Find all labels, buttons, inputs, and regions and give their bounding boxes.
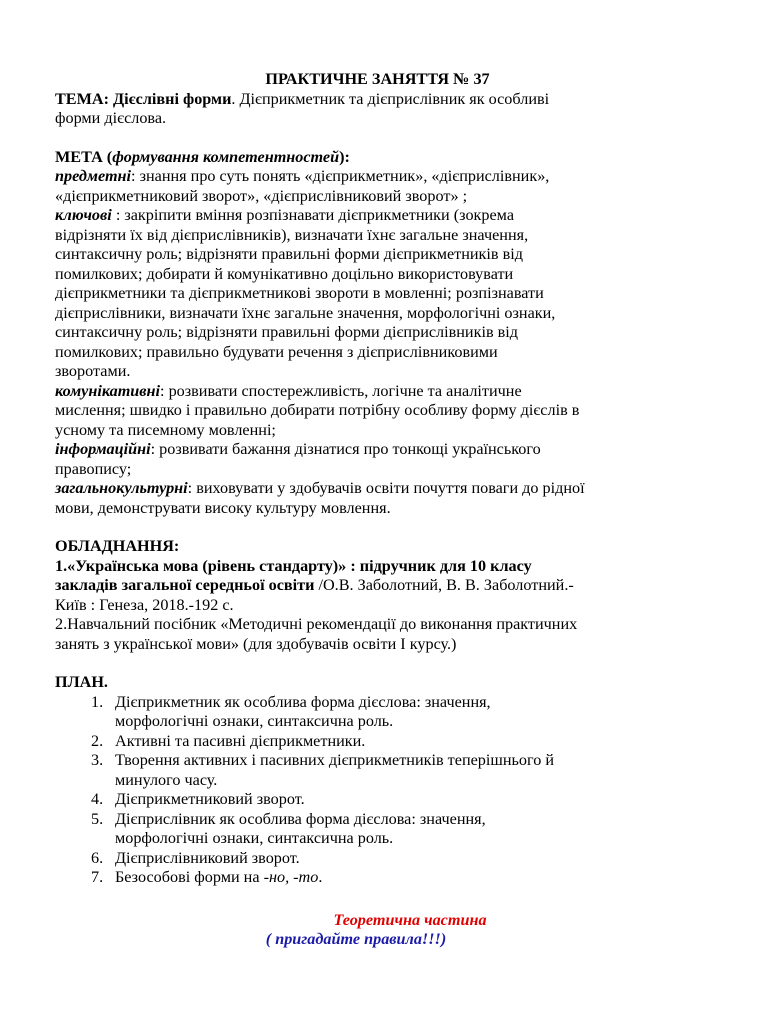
comm-label: комунікативні [55, 381, 161, 400]
goal-heading-b: формування компетентностей [112, 147, 340, 166]
info-label: інформаційні [55, 440, 151, 458]
goal-comm-1 [55, 382, 715, 402]
goal-comm-2: мислення; швидко і правильно добирати потрібну особливу форму дієслів в [55, 401, 580, 419]
plan-item-5 [55, 810, 715, 849]
plan-item-1 [55, 693, 715, 732]
plan-item-7-line-1: Безособові форми на [115, 868, 264, 886]
plan-item-4 [55, 790, 715, 810]
goal-comm-3: усному та писемному мовленні; [55, 420, 276, 439]
goal-subject-1 [55, 167, 715, 187]
goal-culture-1 [55, 479, 715, 499]
theory-block [55, 911, 715, 950]
goal-culture-2: мови, демонструвати високу культуру мовлення. [55, 498, 391, 517]
goal-key-6: дієприслівники, визначати їхнє загальне значення, морфологічні ознаки, [55, 303, 556, 322]
culture-label: загальнокультурні [55, 479, 188, 497]
plan-item-5-line-2: морфологічні ознаки, синтаксична роль. [115, 829, 394, 847]
comm-line-1: : розвивати спостережливість, логічне та аналітичне [160, 381, 522, 400]
plan-item-number: 4. [91, 790, 104, 808]
goal-key-4: помилкових; добирати й комунікативно доцільно використовувати [55, 264, 514, 283]
topic-line-2: форми дієслова. [55, 109, 167, 127]
topic-bold: Дієслівні форми [113, 89, 232, 108]
goal-key-1 [55, 206, 715, 226]
subject-label: предметні [55, 167, 132, 185]
goal-key-9: зворотами. [55, 362, 131, 380]
plan-item-3-line-2: минулого часу. [115, 770, 218, 789]
plan-item-2-line-1: Активні та пасивні дієприкметники. [115, 731, 366, 750]
equipment-item1-bold: закладів загальної середньої освіти [55, 576, 315, 594]
plan-item-number: 3. [91, 751, 104, 769]
equipment-item2-line1: 2.Навчальний посібник «Методичні рекомендації до виконання практичних [55, 615, 578, 633]
theory-subtitle: ( пригадайте правила!!!) [265, 930, 447, 948]
plan-heading: ПЛАН. [55, 673, 108, 691]
plan-list [55, 693, 715, 888]
goal-key-3: синтаксичну роль; відрізняти правильні форми дієприкметників від [55, 245, 523, 263]
info-line-1: : розвивати бажання дізнатися про тонкощі українського [150, 440, 541, 458]
plan-item-6-line-1: Дієприслівниковий зворот. [115, 848, 300, 867]
goal-heading-c: ): [339, 147, 350, 166]
plan-item-2 [55, 732, 715, 752]
plan-item-7-end: . [318, 868, 323, 886]
goal-heading [55, 148, 715, 168]
plan-item-number: 6. [91, 848, 104, 867]
plan-item-number: 7. [91, 868, 104, 886]
culture-line-1: : виховувати у здобувачів освіти почуття поваги до рідної [187, 479, 585, 497]
topic-rest: . Дієприкметник та дієприслівник як особливі [231, 89, 550, 108]
equipment-heading: ОБЛАДНАННЯ: [55, 537, 180, 555]
goal-key-8: помилкових; правильно будувати речення з дієприслівниковими [55, 342, 498, 361]
goal-key-7: синтаксичну роль; відрізняти правильні форми дієприслівників від [55, 323, 519, 341]
plan-item-7 [55, 868, 715, 888]
plan-item-3 [55, 751, 715, 790]
equipment-item2-line2: занять з української мови» (для здобувачів освіти І курсу.) [55, 634, 457, 653]
goal-key-2: відрізняти їх від дієприслівників), визначати їхнє загальне значення, [55, 225, 529, 244]
subject-line-1: : знання про суть понять «дієприкметник», «дієприслівник», [131, 167, 550, 185]
goal-info-1 [55, 440, 715, 460]
plan-item-number: 1. [91, 692, 104, 711]
goal-heading-a: МЕТА ( [55, 147, 113, 166]
topic-line [55, 90, 715, 110]
plan-item-number: 2. [91, 731, 104, 750]
equipment-item1-line1: 1.«Українська мова (рівень стандарту)» : підручник для 10 класу [55, 556, 532, 575]
plan-item-3-line-1: Творення активних і пасивних дієприкметників теперішнього й [115, 751, 555, 769]
key-line-1: : закріпити вміння розпізнавати дієприкметники (зокрема [111, 206, 515, 224]
document-page [55, 70, 715, 950]
plan-item-number: 5. [91, 809, 104, 828]
equipment-item1-rest: /О.В. Заболотний, В. В. Заболотний.- [314, 576, 574, 594]
plan-item-4-line-1: Дієприкметниковий зворот. [115, 790, 305, 808]
equipment-item1-line3: Київ : Генеза, 2018.-192 с. [55, 595, 234, 614]
plan-item-6 [55, 849, 715, 869]
key-label: ключові [55, 206, 112, 224]
topic-label: ТЕМА: [55, 89, 109, 108]
theory-title: Теоретична частина [333, 910, 487, 929]
plan-item-1-line-2: морфологічні ознаки, синтаксична роль. [115, 712, 394, 730]
page-title: ПРАКТИЧНЕ ЗАНЯТТЯ № 37 [265, 70, 490, 88]
plan-item-1-line-1: Дієприкметник як особлива форма дієслова: значення, [115, 692, 491, 711]
goal-info-2: правопису; [55, 459, 132, 478]
goal-key-5: дієприкметники та дієприкметникові звороти в мовленні; розпізнавати [55, 284, 544, 302]
plan-item-5-line-1: Дієприслівник як особлива форма дієслова: значення, [115, 809, 486, 828]
equipment-item1-line2 [55, 576, 715, 596]
plan-item-7-suffix: -но, -то [263, 868, 319, 886]
goal-subject-2: «дієприкметниковий зворот», «дієприслівниковий зворот» ; [55, 186, 468, 205]
